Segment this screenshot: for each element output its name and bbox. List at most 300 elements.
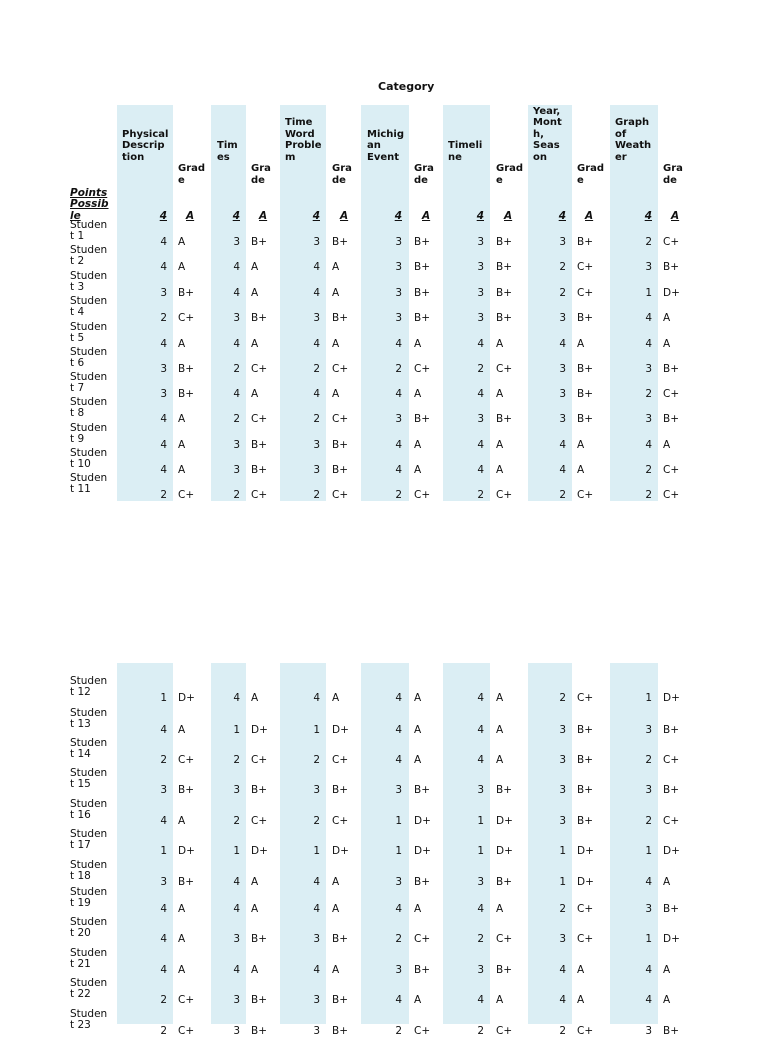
student-name-line: t 2 (70, 255, 85, 267)
grade-value: C+ (178, 1025, 195, 1037)
student-name (70, 978, 107, 1001)
score-value: 4 (233, 388, 240, 400)
column-header (285, 117, 322, 163)
grade-value: B+ (577, 784, 594, 796)
score-value: 4 (160, 236, 167, 248)
score-value: 4 (313, 261, 320, 273)
score-value: 3 (645, 261, 652, 273)
score-value: 4 (559, 994, 566, 1006)
grade-value: B+ (178, 363, 195, 375)
student-name-line: t 18 (70, 870, 91, 882)
grade-value: C+ (496, 933, 513, 945)
grade-value: A (414, 994, 422, 1006)
score-value: 3 (395, 964, 402, 976)
score-value: 2 (160, 489, 167, 501)
grade-value: B+ (332, 439, 349, 451)
score-value: 3 (559, 724, 566, 736)
score-value: 4 (477, 754, 484, 766)
grade-value: B+ (414, 287, 431, 299)
score-value: 4 (160, 964, 167, 976)
grade-value: B+ (496, 413, 513, 425)
score-value: 2 (645, 754, 652, 766)
student-name-line: t 4 (70, 306, 85, 318)
grade-value: A (178, 439, 186, 451)
grade-header-line: de (663, 174, 677, 186)
score-value: 2 (313, 489, 320, 501)
score-value: 4 (645, 439, 652, 451)
grade-value: C+ (251, 815, 268, 827)
score-value: 3 (559, 388, 566, 400)
score-value: 4 (160, 338, 167, 350)
student-name (70, 296, 107, 319)
grade-value: C+ (577, 261, 594, 273)
grade-header (251, 163, 271, 186)
grade-value: C+ (663, 464, 680, 476)
score-value: 4 (233, 261, 240, 273)
column-header (367, 129, 404, 164)
grade-value: B+ (178, 876, 195, 888)
column-header-line: Timeli (448, 140, 483, 151)
grade-header-line: Gra (414, 163, 434, 174)
score-value: 2 (233, 413, 240, 425)
column-header (122, 129, 168, 164)
grade-value: C+ (178, 312, 195, 324)
grade-value: B+ (414, 964, 431, 976)
score-value: 1 (559, 845, 566, 857)
grade-header (414, 163, 434, 186)
score-value: 4 (395, 464, 402, 476)
grade-value: A (332, 261, 340, 273)
student-name-line: Studen (70, 421, 108, 434)
grade-value: B+ (414, 261, 431, 273)
grade-value: B+ (332, 236, 349, 248)
grade-value: A (178, 413, 186, 425)
score-value: 4 (395, 724, 402, 736)
points-possible-grade: A (671, 210, 680, 222)
column-header (448, 140, 482, 163)
grade-value: C+ (577, 933, 594, 945)
score-value: 1 (645, 692, 652, 704)
grade-value: C+ (251, 489, 268, 501)
score-value: 4 (559, 439, 566, 451)
grade-value: B+ (414, 312, 431, 324)
grade-value: B+ (577, 388, 594, 400)
student-name-line: Studen (70, 976, 108, 989)
score-value: 4 (559, 964, 566, 976)
grade-value: A (663, 876, 671, 888)
grade-value: C+ (577, 903, 594, 915)
category-title: Category (378, 80, 435, 93)
score-value: 3 (313, 784, 320, 796)
score-value: 3 (559, 312, 566, 324)
grade-value: A (496, 994, 504, 1006)
student-name (70, 708, 107, 731)
score-value: 4 (313, 388, 320, 400)
score-value: 4 (313, 903, 320, 915)
grade-value: D+ (178, 845, 195, 857)
grade-value: A (496, 903, 504, 915)
grade-header-line: e (496, 174, 503, 186)
score-value: 4 (645, 964, 652, 976)
score-value: 3 (395, 784, 402, 796)
score-value: 2 (559, 287, 566, 299)
grade-value: A (663, 964, 671, 976)
student-name (70, 887, 107, 910)
grade-value: D+ (332, 724, 349, 736)
student-name-line: t 1 (70, 230, 85, 242)
score-value: 1 (160, 845, 167, 857)
score-value: 3 (645, 784, 652, 796)
grade-value: C+ (414, 933, 431, 945)
score-value: 4 (395, 754, 402, 766)
column-header-line: Graph (615, 117, 650, 128)
student-name-line: t 8 (70, 407, 85, 419)
score-value: 3 (313, 1025, 320, 1037)
score-value: 4 (477, 464, 484, 476)
grade-value: C+ (414, 363, 431, 375)
student-name-line: Studen (70, 395, 108, 408)
score-value: 2 (313, 363, 320, 375)
score-value: 2 (559, 489, 566, 501)
grade-value: C+ (663, 388, 680, 400)
score-value: 3 (559, 754, 566, 766)
grade-value: A (414, 724, 422, 736)
score-value: 2 (477, 933, 484, 945)
grade-value: B+ (663, 413, 680, 425)
score-value: 3 (395, 236, 402, 248)
student-name (70, 397, 107, 420)
student-name-line: t 13 (70, 718, 91, 730)
score-value: 4 (233, 287, 240, 299)
grade-value: B+ (496, 287, 513, 299)
score-value: 4 (559, 464, 566, 476)
score-value: 2 (477, 1025, 484, 1037)
score-value: 1 (477, 845, 484, 857)
points-possible-value: 4 (232, 210, 240, 222)
grade-value: A (577, 439, 585, 451)
grade-value: C+ (663, 754, 680, 766)
column-header-line: ne (448, 151, 462, 163)
grade-value: A (663, 994, 671, 1006)
score-value: 3 (313, 464, 320, 476)
grade-value: B+ (178, 784, 195, 796)
score-value: 2 (160, 754, 167, 766)
score-value: 4 (160, 724, 167, 736)
grade-value: A (663, 338, 671, 350)
grade-value: B+ (251, 1025, 268, 1037)
grade-value: A (577, 994, 585, 1006)
score-value: 1 (160, 692, 167, 704)
column-header-line: Event (367, 151, 400, 163)
score-value: 1 (645, 933, 652, 945)
score-value: 4 (313, 692, 320, 704)
column-header (615, 117, 651, 163)
grade-value: D+ (663, 692, 680, 704)
points-possible-value: 4 (394, 210, 402, 222)
grade-value: B+ (496, 236, 513, 248)
student-name (70, 738, 107, 761)
column-header-line: Proble (285, 140, 322, 151)
grade-header-line: de (251, 174, 265, 186)
points-possible-grade: A (585, 210, 594, 222)
grade-value: B+ (663, 724, 680, 736)
student-name (70, 448, 107, 471)
score-value: 3 (477, 964, 484, 976)
grade-value: B+ (496, 784, 513, 796)
score-value: 4 (395, 692, 402, 704)
grade-value: D+ (178, 692, 195, 704)
score-value: 3 (477, 287, 484, 299)
score-value: 1 (645, 287, 652, 299)
score-value: 2 (160, 994, 167, 1006)
score-value: 4 (313, 287, 320, 299)
student-name (70, 860, 107, 883)
column-header-line: Time (285, 117, 313, 128)
column-header-line: er (615, 151, 627, 163)
points-possible-value: 4 (312, 210, 320, 222)
grade-header-line: Gra (663, 163, 683, 174)
score-value: 3 (313, 994, 320, 1006)
score-value: 3 (395, 287, 402, 299)
grade-value: B+ (577, 413, 594, 425)
points-possible-grade: A (259, 210, 268, 222)
student-name (70, 372, 107, 395)
score-value: 4 (160, 261, 167, 273)
grade-header-line: Gra (332, 163, 352, 174)
score-value: 3 (313, 312, 320, 324)
grade-value: C+ (496, 1025, 513, 1037)
student-name-line: Studen (70, 827, 108, 840)
student-name-line: Studen (70, 946, 108, 959)
student-name-line: Studen (70, 471, 108, 484)
points-possible-value: 4 (159, 210, 167, 222)
grade-value: A (178, 933, 186, 945)
score-value: 1 (559, 876, 566, 888)
grade-value: A (332, 692, 340, 704)
grade-value: A (496, 724, 504, 736)
grade-value: C+ (251, 754, 268, 766)
grade-value: B+ (663, 261, 680, 273)
grade-value: B+ (251, 933, 268, 945)
grade-value: A (414, 338, 422, 350)
score-value: 3 (645, 1025, 652, 1037)
student-name-line: t 9 (70, 433, 85, 445)
student-name-line: t 17 (70, 839, 91, 851)
grade-value: C+ (332, 413, 349, 425)
score-value: 3 (313, 933, 320, 945)
score-value: 2 (313, 413, 320, 425)
score-value: 4 (233, 338, 240, 350)
score-value: 4 (645, 876, 652, 888)
points-possible-grade: A (504, 210, 513, 222)
grade-value: D+ (332, 845, 349, 857)
student-name-line: Studen (70, 1007, 108, 1020)
score-value: 4 (160, 464, 167, 476)
score-value: 3 (559, 784, 566, 796)
score-value: 3 (233, 933, 240, 945)
grade-header (496, 163, 523, 186)
column-header-line: Mont (533, 117, 562, 128)
score-value: 2 (559, 1025, 566, 1037)
grade-value: A (178, 236, 186, 248)
score-value: 4 (645, 312, 652, 324)
student-name-line: t 11 (70, 483, 91, 495)
grade-value: A (251, 338, 259, 350)
grade-value: A (178, 964, 186, 976)
student-name-line: t 7 (70, 382, 85, 394)
grade-value: A (251, 903, 259, 915)
grade-value: C+ (414, 1025, 431, 1037)
score-value: 3 (559, 236, 566, 248)
student-name-line: t 15 (70, 778, 91, 790)
score-value: 4 (395, 994, 402, 1006)
grade-value: A (332, 876, 340, 888)
grade-value: A (251, 876, 259, 888)
grade-value: B+ (332, 933, 349, 945)
column-header-line: m (285, 151, 296, 163)
score-value: 4 (160, 815, 167, 827)
score-value: 1 (233, 845, 240, 857)
score-value: 4 (395, 388, 402, 400)
student-name-line: t 3 (70, 281, 85, 293)
score-value: 3 (477, 261, 484, 273)
grade-value: B+ (414, 876, 431, 888)
grade-value: A (178, 261, 186, 273)
grade-value: A (178, 903, 186, 915)
column-header-line: Year, (533, 105, 561, 117)
grade-value: D+ (251, 845, 268, 857)
student-name-line: Studen (70, 243, 108, 256)
score-value: 3 (395, 413, 402, 425)
grade-value: B+ (663, 363, 680, 375)
grade-value: B+ (496, 964, 513, 976)
grade-header-line: Grad (178, 163, 206, 174)
student-name-line: t 19 (70, 897, 91, 909)
grade-value: B+ (414, 784, 431, 796)
student-name-line: Studen (70, 345, 108, 358)
grade-value: B+ (414, 236, 431, 248)
score-value: 4 (477, 903, 484, 915)
score-value: 4 (313, 964, 320, 976)
grade-value: A (414, 388, 422, 400)
student-name (70, 1009, 107, 1032)
score-value: 3 (160, 784, 167, 796)
student-name-line: Studen (70, 766, 108, 779)
grade-value: D+ (663, 845, 680, 857)
score-value: 3 (313, 236, 320, 248)
column-header-line: Weath (615, 140, 652, 151)
grade-value: C+ (332, 754, 349, 766)
score-value: 2 (477, 489, 484, 501)
points-possible-value: 4 (476, 210, 484, 222)
grade-header-line: Gra (251, 163, 271, 174)
score-value: 2 (477, 363, 484, 375)
score-value: 2 (559, 261, 566, 273)
score-value: 2 (395, 363, 402, 375)
student-name-line: Studen (70, 269, 108, 282)
student-name (70, 676, 107, 699)
grade-value: A (178, 338, 186, 350)
score-value: 4 (477, 724, 484, 736)
score-value: 4 (233, 903, 240, 915)
grade-value: D+ (577, 845, 594, 857)
grade-value: D+ (251, 724, 268, 736)
student-name (70, 245, 107, 268)
grade-value: A (332, 287, 340, 299)
student-name (70, 768, 107, 791)
grade-value: A (178, 464, 186, 476)
score-value: 2 (645, 489, 652, 501)
column-header-line: Word (285, 128, 315, 140)
points-possible-label-line: le (70, 209, 81, 222)
grade-value: C+ (251, 363, 268, 375)
grade-value: A (251, 388, 259, 400)
student-name-line: t 10 (70, 458, 91, 470)
student-name-line: Studen (70, 706, 108, 719)
grade-header-line: Grad (496, 163, 524, 174)
score-value: 3 (477, 413, 484, 425)
grade-value: A (496, 464, 504, 476)
student-name (70, 423, 107, 446)
score-value: 3 (559, 815, 566, 827)
grade-value: A (663, 439, 671, 451)
student-name (70, 347, 107, 370)
score-value: 4 (477, 388, 484, 400)
score-value: 2 (233, 815, 240, 827)
student-name-line: t 23 (70, 1019, 91, 1031)
score-value: 1 (645, 845, 652, 857)
grade-value: A (414, 692, 422, 704)
grade-value: C+ (577, 287, 594, 299)
score-value: 3 (233, 312, 240, 324)
grade-value: A (577, 464, 585, 476)
score-value: 2 (313, 754, 320, 766)
grade-value: B+ (251, 236, 268, 248)
score-value: 1 (395, 815, 402, 827)
grade-value: C+ (577, 489, 594, 501)
grade-value: B+ (496, 312, 513, 324)
points-possible-grade: A (186, 210, 195, 222)
score-value: 3 (477, 236, 484, 248)
score-value: 2 (313, 815, 320, 827)
grade-value: C+ (414, 489, 431, 501)
score-value: 2 (645, 236, 652, 248)
grade-value: A (414, 439, 422, 451)
student-name-line: t 16 (70, 809, 91, 821)
score-value: 3 (233, 994, 240, 1006)
grade-value: C+ (332, 815, 349, 827)
score-value: 4 (559, 338, 566, 350)
column-header (533, 106, 562, 164)
grade-value: C+ (496, 489, 513, 501)
score-value: 3 (160, 388, 167, 400)
grade-value: C+ (577, 692, 594, 704)
score-value: 3 (559, 413, 566, 425)
grade-value: C+ (178, 489, 195, 501)
grade-value: B+ (496, 876, 513, 888)
student-name-line: t 5 (70, 332, 85, 344)
grade-value: B+ (663, 1025, 680, 1037)
score-value: 2 (645, 464, 652, 476)
grade-value: C+ (663, 236, 680, 248)
grade-value: A (577, 964, 585, 976)
points-possible-grade: A (340, 210, 349, 222)
student-name (70, 799, 107, 822)
score-value: 3 (233, 439, 240, 451)
student-name-line: t 14 (70, 748, 91, 760)
score-value: 2 (395, 933, 402, 945)
score-value: 3 (233, 784, 240, 796)
